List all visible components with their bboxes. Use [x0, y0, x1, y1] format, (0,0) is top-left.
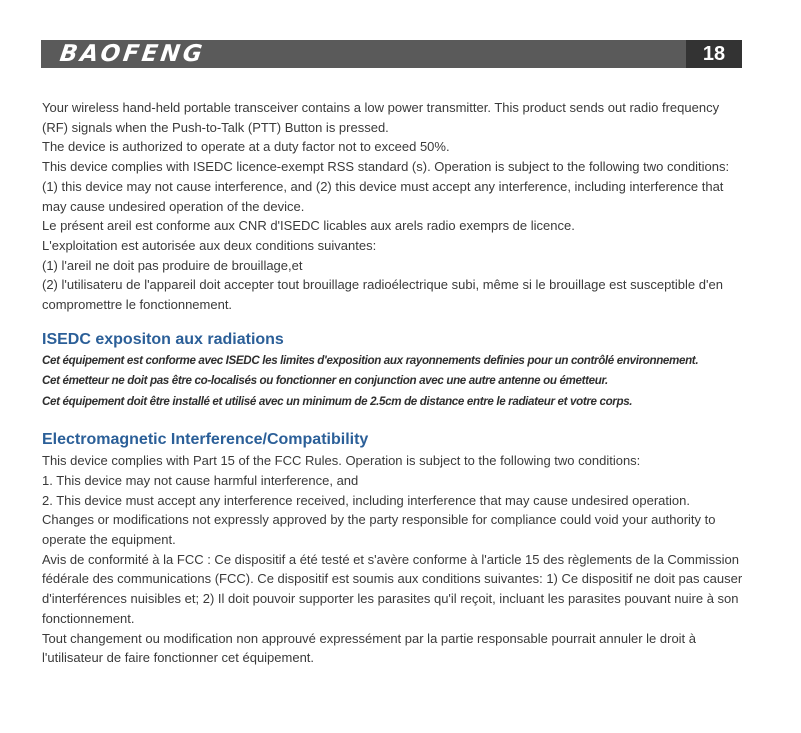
- page-number: 18: [686, 40, 742, 68]
- isedc-note: Cet émetteur ne doit pas être co-localisés ou fonctionner en conjunction avec une autre antenne ou émetteur.: [42, 374, 608, 388]
- intro-paragraph: (1) l'areil ne doit pas produire de brouillage,et: [42, 257, 303, 273]
- brand-logo: BAOFENG: [58, 41, 207, 67]
- isedc-section-title: ISEDC expositon aux radiations: [42, 330, 284, 348]
- isedc-note: Cet équipement doit être installé et utilisé avec un minimum de 2.5cm de distance entre le radiateur et votre corps.: [42, 394, 633, 408]
- intro-paragraph: This device complies with ISEDC licence-exempt RSS standard (s). Operation is subject to the following two conditions:: [42, 159, 730, 175]
- emi-paragraph: 1. This device may not cause harmful interference, and: [42, 472, 359, 488]
- intro-paragraph: L'exploitation est autorisée aux deux conditions suivantes:: [42, 237, 377, 253]
- isedc-note: Cet équipement est conforme avec ISEDC les limites d'exposition aux rayonnements definies pour un contrôlé environnement.: [42, 353, 699, 367]
- intro-paragraph: The device is authorized to operate at a duty factor not to exceed 50%.: [42, 139, 450, 155]
- emi-paragraph: Changes or modifications not expressly approved by the party responsible for compliance could void your authority to operate the equipment.: [42, 512, 716, 548]
- emi-paragraph: Tout changement ou modification non approuvé expressément par la partie responsable pourrait annuler le droit à l'utilisateur de faire fonctionner cet équipement.: [42, 630, 697, 666]
- emi-section-title: Electromagnetic Interference/Compatibility: [42, 431, 369, 449]
- page-content: [42, 98, 747, 668]
- emi-paragraph: 2. This device must accept any interference received, including interference that may cause undesired operation.: [42, 492, 690, 508]
- intro-paragraph: Your wireless hand-held portable transceiver contains a low power transmitter. This product sends out radio frequency (RF) signals when the Push-to-Talk (PTT) Button is pressed.: [42, 100, 720, 135]
- emi-paragraph: Avis de conformité à la FCC : Ce dispositif a été testé et s'avère conforme à l'article 15 des règlements de la Commission fédérale des communications (FCC). Ce dispositif est soumis aux conditions suivantes: 1) Ce dispositif ne doit pas causer d'interférences nuisibles et; 2) Il doit pouvoir supporter les parasites qu'il reçoit, incluant les parasites pouvant nuire à son fonctionnement.: [42, 551, 743, 626]
- intro-paragraph: Le présent areil est conforme aux CNR d'ISEDC licables aux arels radio exemprs de licence.: [42, 218, 575, 234]
- intro-paragraph: (2) l'utilisateru de l'appareil doit accepter tout brouillage radioélectrique subi, même si le brouillage est susceptible d'en compromettre le fonctionnement.: [42, 277, 723, 313]
- emi-paragraph: This device complies with Part 15 of the FCC Rules. Operation is subject to the following two conditions:: [42, 453, 641, 469]
- intro-paragraph: (1) this device may not cause interference, and (2) this device must accept any interference, including interference that may cause undesired operation of the device.: [42, 178, 724, 214]
